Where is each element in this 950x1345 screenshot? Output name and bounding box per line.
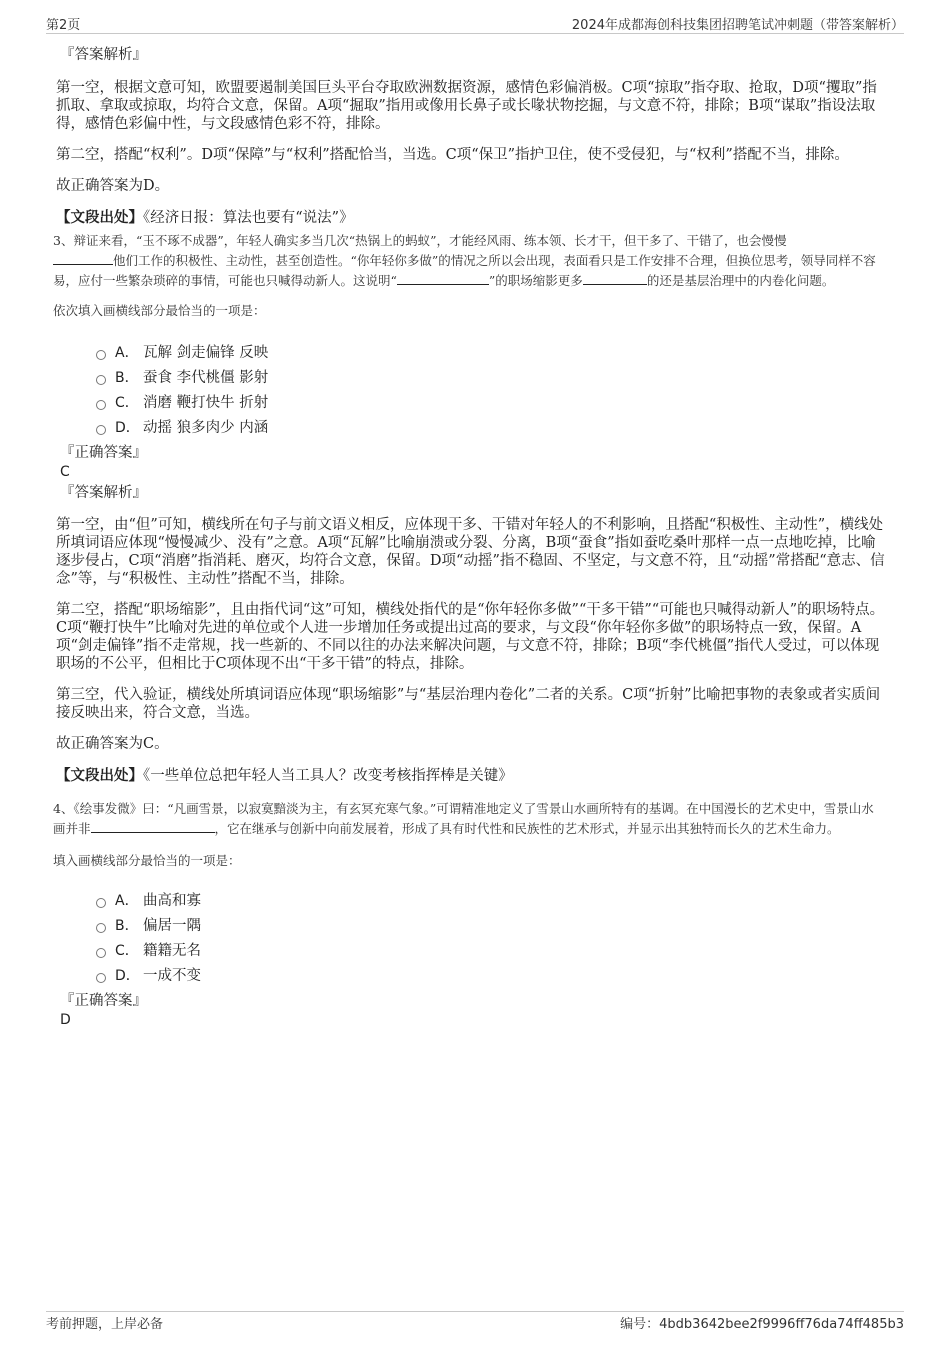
analysis-conclusion: 故正确答案为D。: [56, 178, 170, 194]
document-title: 2024年成都海创科技集团招聘笔试冲刺题（带答案解析）: [571, 18, 904, 33]
source-line: [56, 767, 886, 785]
stem-text: ，它在继承与创新中向前发展着，形成了具有时代性和民族性的艺术形式，并显示出其独特而长久的艺术生命力。: [214, 821, 840, 836]
option-d[interactable]: [56, 962, 886, 987]
option-letter: C．: [115, 942, 139, 959]
option-text: 动摇 狼多肉少 内涵: [143, 420, 269, 436]
correct-answer-label: 『正确答案』: [60, 445, 147, 461]
stem-text: 他们工作的积极性、主动性，甚至创造性。“你年轻你多做”的情况之所以会出现，表面看只是工作安排不合理，但换位思考，领导同样不容易，应付一些繁杂琐碎的事情，可能也只喊得动新人。这说明“: [53, 253, 876, 288]
radio-icon[interactable]: [96, 948, 106, 958]
option-a[interactable]: [56, 887, 886, 912]
fill-blank: [397, 272, 489, 285]
analysis-label: 『答案解析』: [60, 47, 147, 63]
question-stem: [53, 799, 886, 839]
option-letter: B．: [115, 917, 139, 934]
option-c[interactable]: [56, 389, 886, 414]
question-prompt: 依次填入画横线部分最恰当的一项是：: [53, 303, 266, 318]
option-letter: D．: [115, 419, 140, 436]
option-text: 曲高和寡: [143, 893, 201, 909]
question-stem: [53, 231, 886, 291]
fill-blank: [53, 252, 113, 265]
page-number: 第2页: [46, 18, 81, 33]
source-label: 【文段出处】: [56, 209, 143, 226]
stem-text: ”的职场缩影更多: [488, 273, 583, 288]
stem-text: 3、辩证来看，“玉不琢不成器”，年轻人确实多当几次“热锅上的蚂蚁”，才能经风雨、练本领、长才干，但干多了、干错了，也会慢慢: [53, 233, 787, 248]
analysis-paragraph: 第二空，搭配“职场缩影”，且由指代词“这”可知，横线处指代的是“你年轻你多做”“干多干错”“可能也只喊得动新人”的职场特点。C项“鞭打快牛”比喻对先进的单位或个人进一步增加任务或提出过高的要求，与文段“你年轻你多做”的职场特点一致，保留。A项“剑走偏锋”指不走常规，找一些新的、不同以往的办法来解决问题，与文意不符，排除；B项“李代桃僵”指代人受过，可以体现职场的不公平，但相比于C项体现不出“干多干错”的特点，排除。: [56, 602, 885, 672]
radio-icon[interactable]: [96, 375, 106, 385]
source-text: 《一些单位总把年轻人当工具人？改变考核指挥棒是关键》: [143, 768, 513, 784]
radio-icon[interactable]: [96, 973, 106, 983]
analysis-paragraph: 第三空，代入验证，横线处所填词语应体现“职场缩影”与“基层治理内卷化”二者的关系。C项“折射”比喻把事物的表象或者实质间接反映出来，符合文意，当选。: [56, 687, 881, 721]
source-line: [56, 209, 886, 227]
option-text: 偏居一隅: [143, 918, 201, 934]
option-letter: A．: [115, 892, 139, 909]
option-letter: D．: [115, 967, 140, 984]
option-letter: A．: [115, 344, 139, 361]
radio-icon[interactable]: [96, 898, 106, 908]
analysis-paragraph: 第一空，根据文意可知，欧盟要遏制美国巨头平台夺取欧洲数据资源，感情色彩偏消极。C项“掠取”指夺取、抢取，D项“攫取”指抓取、拿取或掠取，均符合文意，保留。A项“掘取”指用或像用长鼻子或长喙状物挖掘，与文意不符，排除；B项“谋取”指设法取得，感情色彩偏中性，与文段感情色彩不符，排除。: [56, 80, 877, 132]
question-prompt: 填入画横线部分最恰当的一项是：: [53, 853, 241, 868]
option-text: 消磨 鞭打快牛 折射: [143, 395, 269, 411]
source-label: 【文段出处】: [56, 767, 143, 784]
fill-blank: [583, 272, 647, 285]
correct-answer-value: D: [60, 1012, 71, 1028]
option-b[interactable]: [56, 364, 886, 389]
radio-icon[interactable]: [96, 400, 106, 410]
option-text: 蚕食 李代桃僵 影射: [143, 370, 269, 386]
correct-answer-label: 『正确答案』: [60, 993, 147, 1009]
option-a[interactable]: [56, 339, 886, 364]
code-label: 编号：: [620, 1317, 660, 1332]
analysis-label: 『答案解析』: [60, 485, 147, 501]
document-code: [620, 1313, 904, 1332]
option-letter: B．: [115, 369, 139, 386]
fill-blank: [91, 820, 215, 833]
analysis-paragraph: 第一空，由“但”可知，横线所在句子与前文语义相反，应体现干多、干错对年轻人的不利影响，且搭配“积极性、主动性”，横线处所填词语应体现“慢慢减少、没有”之意。A项“瓦解”比喻崩溃或分裂、分离，B项“蚕食”指如蚕吃桑叶那样一点一点地吃掉，比喻逐步侵占，C项“消磨”指消耗、磨灭，均符合文意，保留。D项“动摇”指不稳固、不坚定，与文意不符，且“动摇”常搭配“意志、信念”等，与“积极性、主动性”搭配不当，排除。: [56, 517, 885, 587]
option-text: 一成不变: [143, 968, 201, 984]
footer-motto: 考前押题，上岸必备: [46, 1317, 164, 1332]
footer-divider: [46, 1311, 904, 1312]
code-value: 4bdb3642bee2f9996ff76da74ff485b3: [659, 1317, 904, 1332]
option-d[interactable]: [56, 414, 886, 439]
option-list: [56, 339, 886, 439]
radio-icon[interactable]: [96, 350, 106, 360]
analysis-conclusion: 故正确答案为C。: [56, 736, 169, 752]
main-content: [53, 45, 886, 1029]
option-list: [56, 887, 886, 987]
source-text: 《经济日报：算法也要有“说法”》: [143, 210, 354, 226]
radio-icon[interactable]: [96, 923, 106, 933]
radio-icon[interactable]: [96, 425, 106, 435]
option-letter: C．: [115, 394, 139, 411]
option-c[interactable]: [56, 937, 886, 962]
option-text: 瓦解 剑走偏锋 反映: [143, 345, 269, 361]
option-b[interactable]: [56, 912, 886, 937]
stem-text: 4、《绘事发微》曰：“凡画雪景，以寂寞黯淡为主，有玄冥充寒气象。”可谓精准地定义了雪景山水画所特有的基调。在中国漫长的艺术史中，雪景山水画并非: [53, 801, 874, 836]
header-divider: [46, 33, 904, 34]
stem-text: 的还是基层治理中的内卷化问题。: [646, 273, 835, 288]
analysis-paragraph: 第二空，搭配“权利”。D项“保障”与“权利”搭配恰当，当选。C项“保卫”指护卫住，使不受侵犯，与“权利”搭配不当，排除。: [56, 147, 849, 163]
correct-answer-value: C: [60, 464, 70, 480]
option-text: 籍籍无名: [143, 943, 201, 959]
